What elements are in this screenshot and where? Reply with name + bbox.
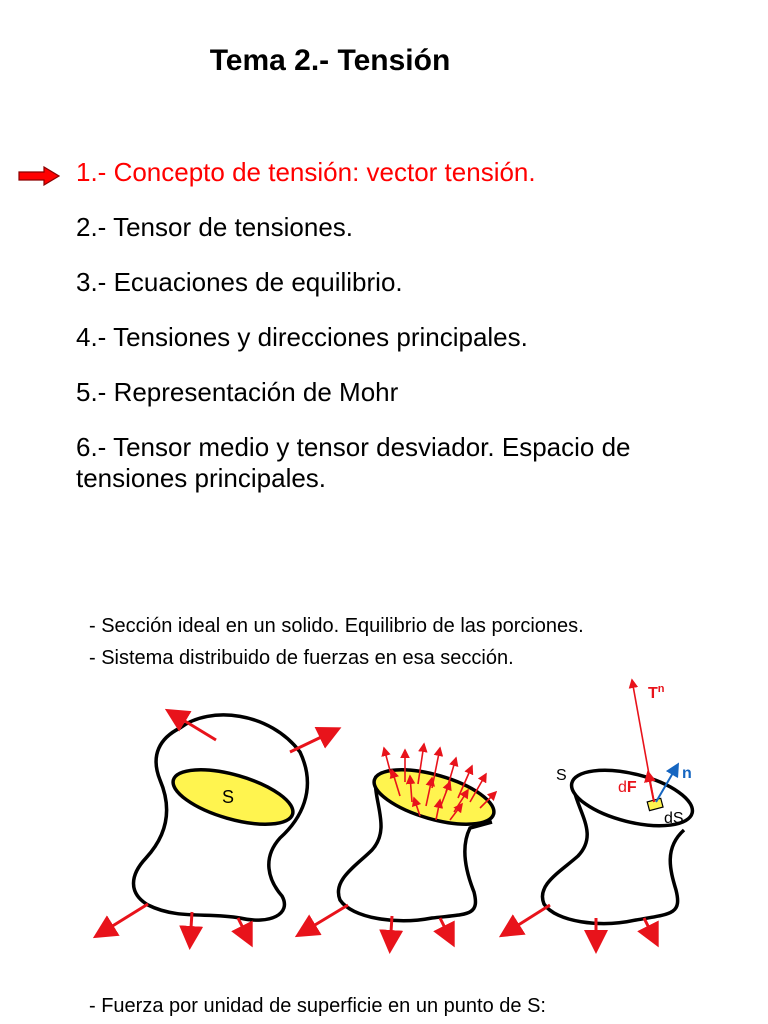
- label-ds: dS: [664, 810, 684, 827]
- solid-body-1: [98, 712, 336, 944]
- bottom-text: - Fuerza por unidad de superficie en un punto de S:: [89, 995, 546, 1017]
- force-arrow: [390, 916, 392, 948]
- force-arrow: [300, 905, 348, 934]
- section-label-s-3: S: [556, 767, 567, 784]
- topic-item-2: 2.- Tensor de tensiones.: [76, 212, 354, 242]
- force-arrow: [504, 905, 550, 934]
- topic-item-3: 3.- Ecuaciones de equilibrio.: [76, 267, 403, 297]
- force-arrow: [440, 918, 452, 942]
- force-arrow: [644, 918, 656, 942]
- label-t: $T^n$: [648, 683, 665, 702]
- force-arrow: [190, 912, 192, 944]
- section-label-s-1: S: [222, 787, 235, 807]
- solid-body-2: [300, 744, 500, 948]
- bullet-section: - Sección ideal en un solido. Equilibrio de las porciones.: [89, 615, 584, 637]
- bullet-distributed-forces: - Sistema distribuido de fuerzas en esa sección.: [89, 647, 514, 669]
- label-df: dF: [618, 779, 637, 796]
- topic-list: [76, 157, 746, 518]
- topic-item-1: 1.- Concepto de tensión: vector tensión.: [76, 157, 536, 187]
- page-title: Tema 2.- Tensión: [209, 44, 451, 77]
- topic-item-6: 6.- Tensor medio y tensor desviador. Espacio de tensiones principales.: [76, 432, 631, 493]
- force-arrow: [98, 904, 148, 935]
- stress-figure: [0, 665, 768, 965]
- topic-item-4: 4.- Tensiones y direcciones principales.: [76, 322, 528, 352]
- force-arrow: [238, 918, 250, 942]
- solid-body-3: [504, 680, 698, 948]
- current-item-arrow-icon: [18, 166, 60, 186]
- topic-item-5: 5.- Representación de Mohr: [76, 377, 399, 407]
- force-arrow: [290, 730, 336, 752]
- label-n: n: [682, 765, 692, 782]
